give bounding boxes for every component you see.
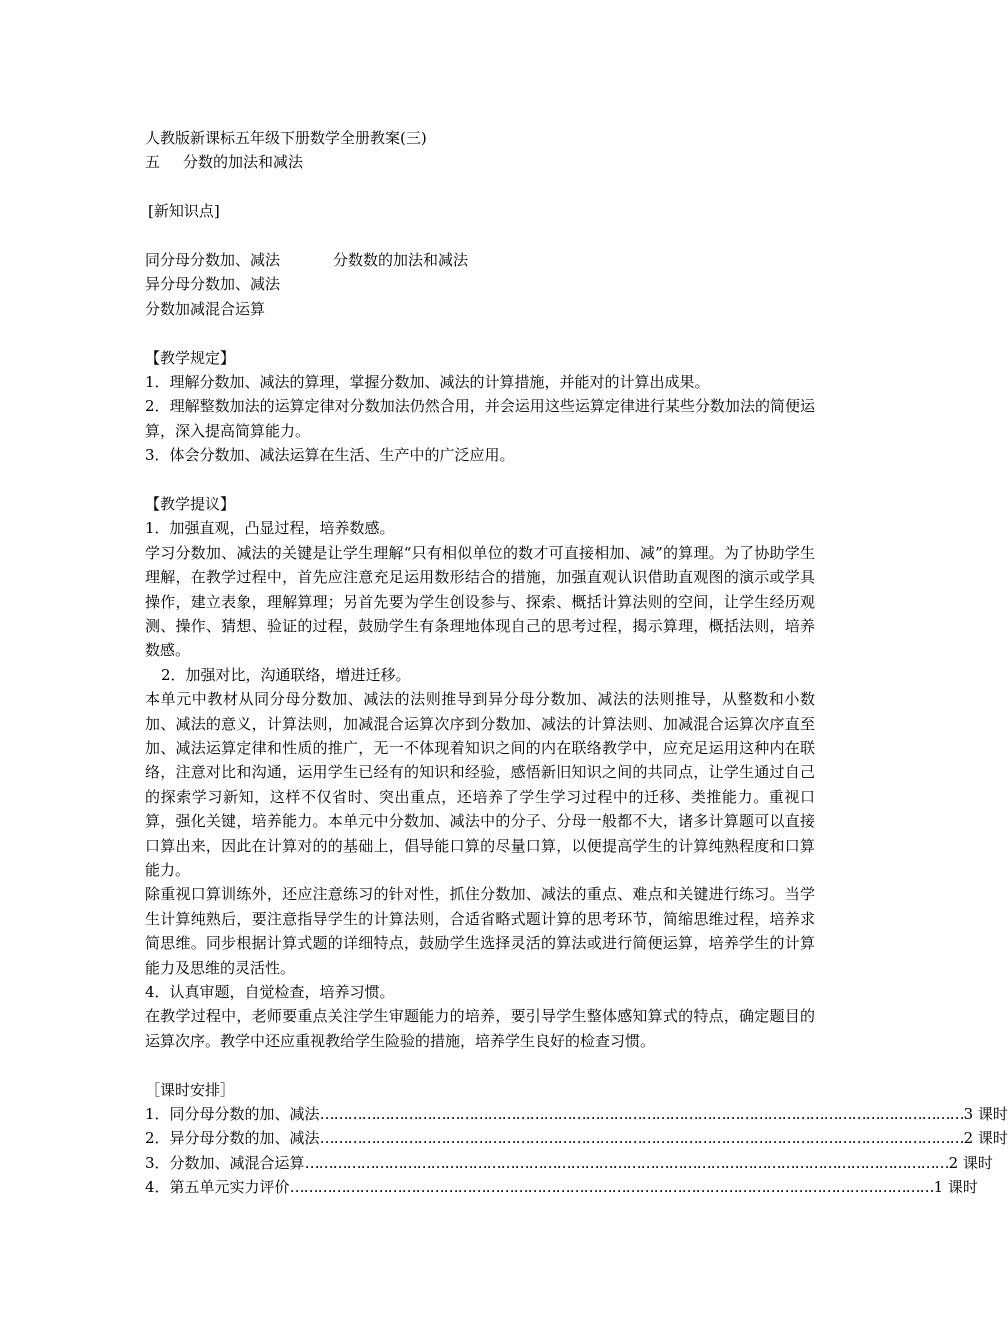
- chapter-heading: [145, 150, 815, 174]
- suggestion-paragraph: 在教学过程中，老师要重点关注学生审题能力的培养，要引导学生整体感知算式的特点，确定题目的运算次序。教学中还应重视教给学生险验的措施，培养学生良好的检查习惯。: [145, 1007, 815, 1050]
- requirements-heading: 【教学规定】: [145, 348, 236, 367]
- schedule-item: [145, 1126, 1008, 1150]
- leader-dots: …………………………………………………………………………………………………………………………: [289, 1178, 934, 1197]
- schedule-item-label: 第五单元实力评价: [169, 1178, 290, 1197]
- suggestions-heading: 【教学提议】: [145, 494, 236, 513]
- chapter-name: 分数的加法和减法: [183, 153, 304, 172]
- suggestion-paragraph: 除重视口算训练外，还应注意练习的针对性，抓住分数加、减法的重点、难点和关键进行练习。当学生计算纯熟后，要注意指导学生的计算法则，合适省略式题计算的思考环节，简缩思维过程，培养求简思维。同步根据计算式题的详细特点，鼓励学生选择灵活的算法或进行简便运算，培养学生的计算能力及思维的灵活性。: [145, 885, 815, 977]
- knowledge-item: 分数数的加法和减法: [333, 250, 469, 269]
- requirement-item: 2．理解整数加法的运算定律对分数加法仍然合用，并会运用这些运算定律进行某些分数加法的简便运算，深入提高简算能力。: [145, 397, 815, 440]
- knowledge-item: 异分母分数加、减法: [145, 275, 281, 294]
- suggestion-paragraph: 学习分数加、减法的关键是让学生理解“只有相似单位的数才可直接相加、减”的算理。为了协助学生理解，在教学过程中，首先应注意充足运用数形结合的措施，加强直观认识借助直观图的演示或学具操作，建立表象，理解算理；另首先要为学生创设参与、探索、概括计算法则的空间，让学生经历观测、操作、猜想、验证的过程，鼓励学生有条理地体现自己的思考过程，揭示算理，概括法则，培养数感。: [145, 543, 815, 660]
- suggestion-title: 2．加强对比，沟通联络，增进迁移。: [161, 665, 411, 684]
- schedule-item-number: 4．: [145, 1178, 170, 1197]
- knowledge-item: 分数加减混合运算: [145, 299, 266, 318]
- new-knowledge-heading: [新知识点]: [148, 202, 220, 221]
- schedule-item-number: 3．: [145, 1153, 170, 1172]
- schedule-item-label: 同分母分数的加、减法: [169, 1104, 320, 1123]
- leader-dots: …………………………………………………………………………………………………………………………: [319, 1104, 964, 1123]
- suggestion-title: 1．加强直观，凸显过程，培养数感。: [145, 519, 395, 538]
- schedule-item-label: 异分母分数的加、减法: [169, 1129, 320, 1148]
- leader-dots: …………………………………………………………………………………………………………………………: [319, 1129, 964, 1148]
- schedule-item-label: 分数加、减混合运算: [169, 1153, 305, 1172]
- requirement-item: 1．理解分数加、减法的算理，掌握分数加、减法的计算措施，并能对的计算出成果。: [145, 372, 710, 391]
- schedule-item-hours: 2 课时: [948, 1153, 993, 1172]
- knowledge-row-1: [145, 248, 815, 272]
- schedule-item-number: 2．: [145, 1129, 170, 1148]
- schedule-item: [145, 1102, 1008, 1126]
- knowledge-item: 同分母分数加、减法: [145, 250, 281, 269]
- document-title: 人教版新课标五年级下册数学全册教案(三): [145, 129, 427, 147]
- suggestion-title: 4．认真审题，自觉检查，培养习惯。: [145, 983, 395, 1001]
- schedule-item-hours: 3 课时: [963, 1104, 1008, 1123]
- schedule-item: [145, 1151, 993, 1175]
- leader-dots: …………………………………………………………………………………………………………………………: [304, 1153, 949, 1172]
- schedule-heading: ［课时安排］: [145, 1080, 236, 1099]
- schedule-item: [145, 1175, 978, 1199]
- schedule-item-hours: 2 课时: [963, 1129, 1008, 1148]
- schedule-item-hours: 1 课时: [933, 1178, 978, 1197]
- chapter-number: 五: [145, 153, 161, 172]
- document-page: [145, 126, 1008, 1200]
- suggestion-paragraph: 本单元中教材从同分母分数加、减法的法则推导到异分母分数加、减法的法则推导，从整数和小数加、减法的意义，计算法则，加减混合运算次序到分数加、减法的计算法则、加减混合运算次序直至加、减法运算定律和性质的推广，无一不体现着知识之间的内在联络教学中，应充足运用这种内在联络，注意对比和沟通，运用学生已经有的知识和经验，感悟新旧知识之间的共同点，让学生通过自己的探索学习新知，这样不仅省时、突出重点，还培养了学生学习过程中的迁移、类推能力。重视口算，强化关键，培养能力。本单元中分数加、减法中的分子、分母一般都不大，诸多计算题可以直接口算出来，因此在计算对的的基础上，倡导能口算的尽量口算，以便提高学生的计算纯熟程度和口算能力。: [145, 690, 815, 879]
- schedule-item-number: 1．: [145, 1104, 170, 1123]
- requirement-item: 3．体会分数加、减法运算在生活、生产中的广泛应用。: [145, 446, 515, 465]
